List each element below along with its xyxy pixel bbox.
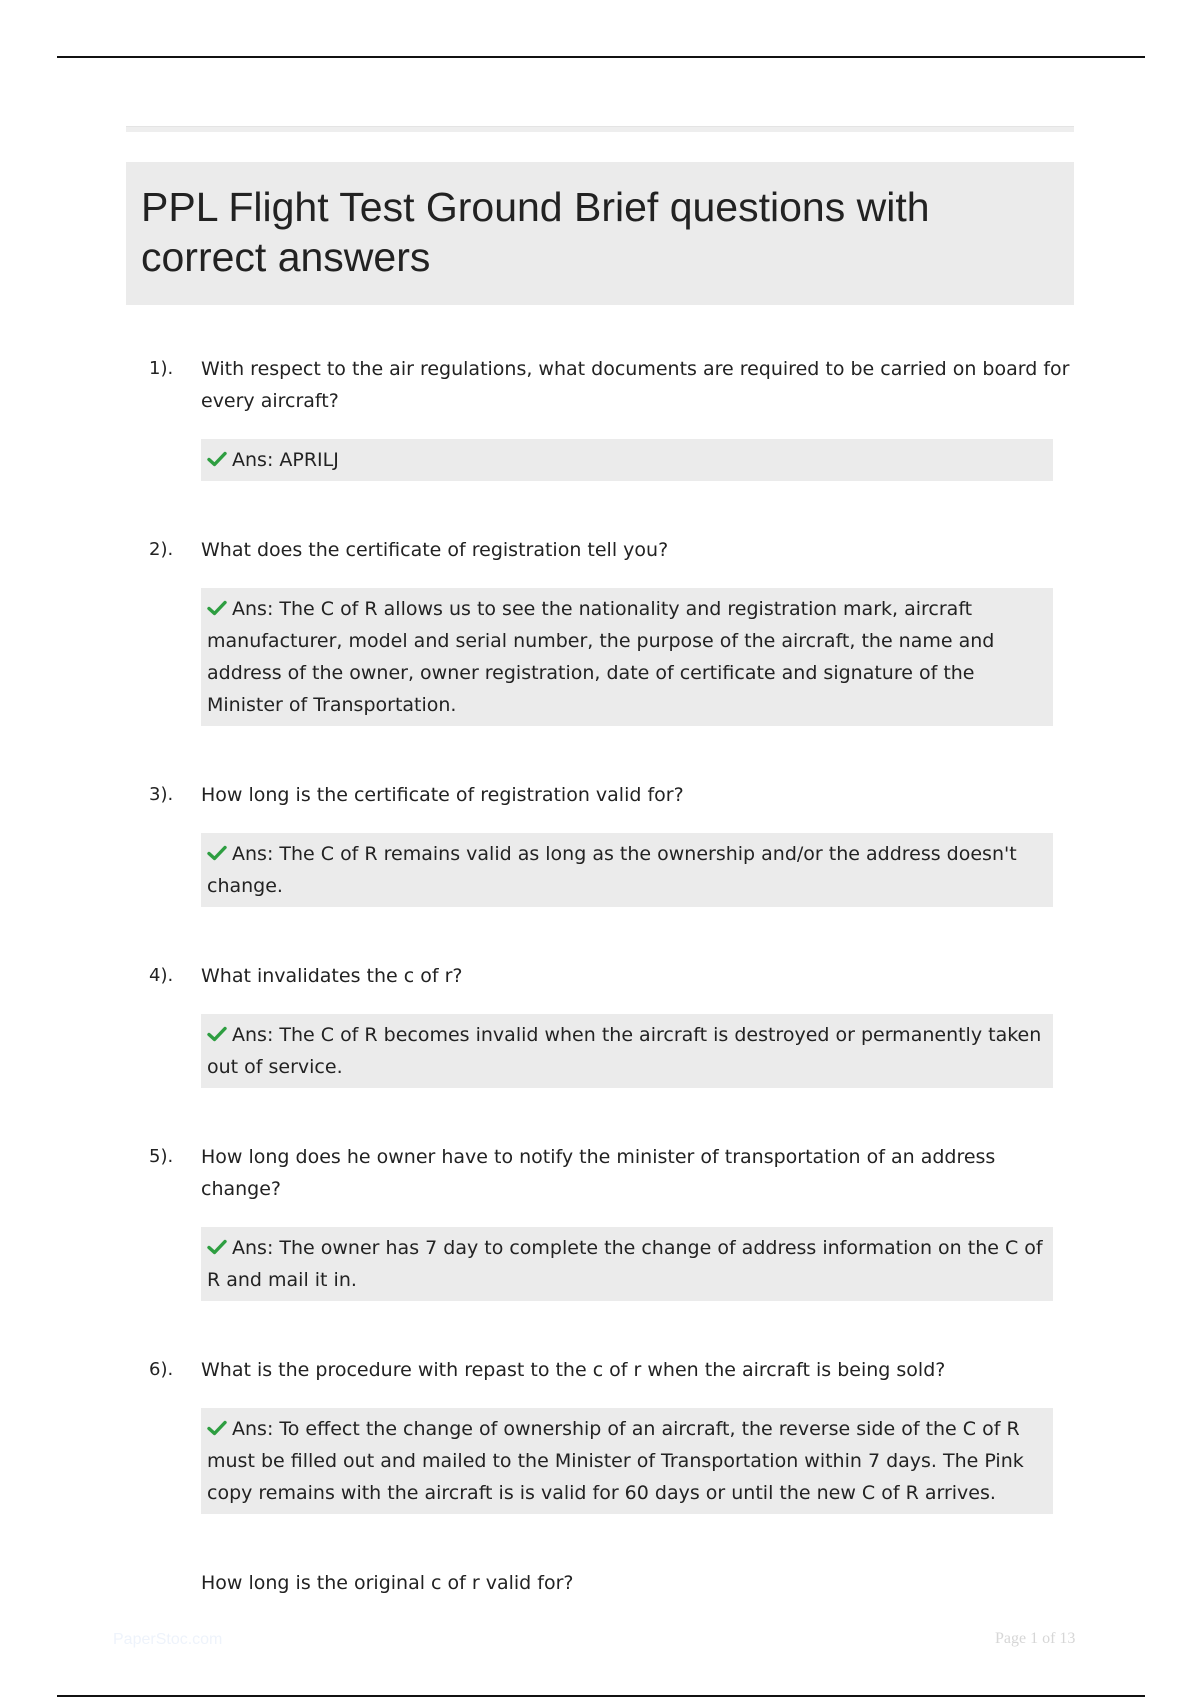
- question-text: How long does he owner have to notify the minister of transportation of an address change?: [201, 1146, 996, 1200]
- answer-text: Ans: The C of R allows us to see the nationality and registration mark, aircraft manufacturer, model and serial number, the purpose of the aircraft, the name and address of the owner, owner registration, date of certificate and signature of the Minister of Transportation.: [207, 598, 995, 716]
- question-item: [126, 779, 1074, 907]
- question-number: 2).: [149, 539, 174, 560]
- header-divider: [126, 126, 1074, 132]
- question-text: With respect to the air regulations, what documents are required to be carried on board for every aircraft?: [201, 358, 1070, 412]
- question-text: How long is the certificate of registration valid for?: [201, 784, 684, 806]
- question-item: [126, 1141, 1074, 1301]
- question-item: [126, 960, 1074, 1088]
- answer-text: Ans: The C of R becomes invalid when the aircraft is destroyed or permanently taken out of service.: [207, 1024, 1042, 1078]
- checkmark-icon: [207, 845, 227, 861]
- page-title: PPL Flight Test Ground Brief questions with correct answers: [141, 184, 930, 280]
- answer-box: [201, 833, 1053, 907]
- answer-text: Ans: The C of R remains valid as long as the ownership and/or the address doesn't change.: [207, 843, 1017, 897]
- question-item: [126, 353, 1074, 481]
- question-number: 3).: [149, 784, 174, 805]
- answer-box: [201, 1227, 1053, 1301]
- answer-box: [201, 1014, 1053, 1088]
- checkmark-icon: [207, 1239, 227, 1255]
- question-item: [126, 534, 1074, 726]
- title-box: [126, 162, 1074, 305]
- answer-text: Ans: APRILJ: [232, 449, 339, 471]
- question-text: What does the certificate of registration tell you?: [201, 539, 669, 561]
- footer-watermark: PaperStoc.com: [113, 1631, 223, 1648]
- checkmark-icon: [207, 451, 227, 467]
- answer-box: [201, 588, 1053, 726]
- page-number: Page 1 of 13: [995, 1630, 1076, 1647]
- question-item: [126, 1354, 1074, 1514]
- answer-box: [201, 439, 1053, 481]
- question-item: [126, 1567, 1074, 1599]
- question-list: [126, 353, 1074, 1599]
- checkmark-icon: [207, 600, 227, 616]
- checkmark-icon: [207, 1026, 227, 1042]
- question-number: 6).: [149, 1359, 174, 1380]
- question-text: What invalidates the c of r?: [201, 965, 463, 987]
- question-text: What is the procedure with repast to the c of r when the aircraft is being sold?: [201, 1359, 946, 1381]
- checkmark-icon: [207, 1420, 227, 1436]
- question-text: How long is the original c of r valid for?: [201, 1572, 574, 1594]
- answer-text: Ans: The owner has 7 day to complete the change of address information on the C of R and mail it in.: [207, 1237, 1043, 1291]
- question-number: 4).: [149, 965, 174, 986]
- answer-box: [201, 1408, 1053, 1514]
- top-rule: [57, 56, 1145, 58]
- question-number: 1).: [149, 358, 174, 379]
- question-number: 5).: [149, 1146, 174, 1167]
- bottom-rule: [57, 1695, 1145, 1697]
- answer-text: Ans: To effect the change of ownership of an aircraft, the reverse side of the C of R must be filled out and mailed to the Minister of Transportation within 7 days. The Pink copy remains with the aircraft is is valid for 60 days or until the new C of R arrives.: [207, 1418, 1024, 1504]
